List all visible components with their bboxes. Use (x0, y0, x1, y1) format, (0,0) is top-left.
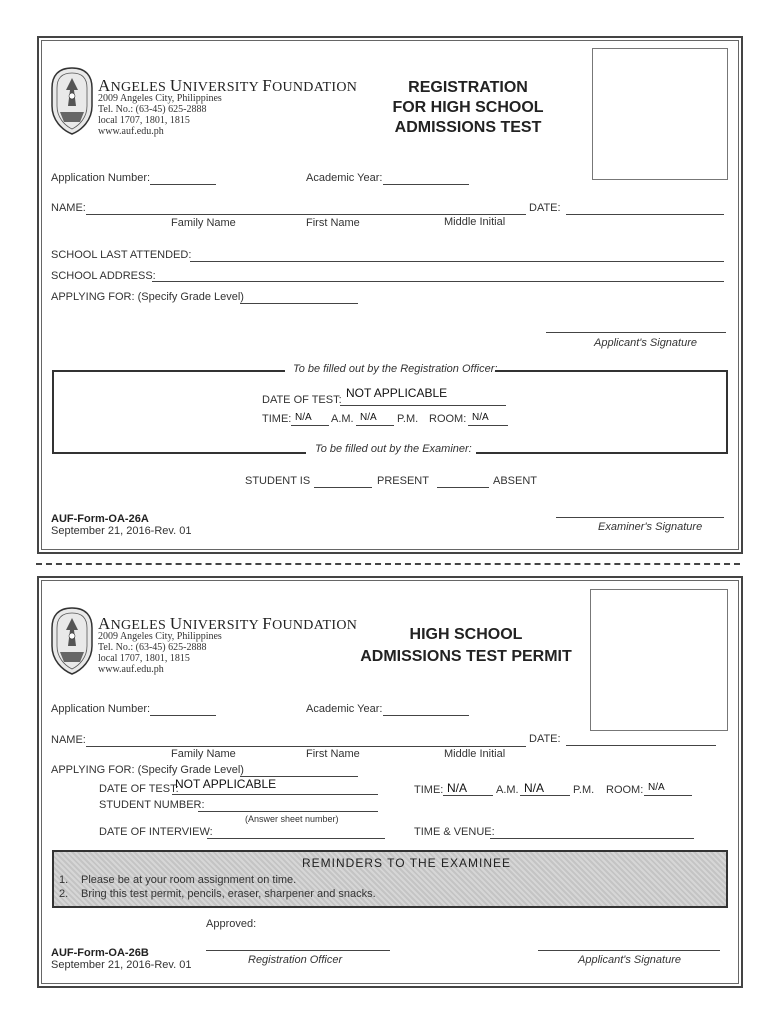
approved-label: Approved: (206, 918, 257, 930)
registration-officer-label: Registration Officer (248, 954, 343, 966)
name-label: NAME: (51, 734, 86, 746)
answer-sheet-caption: (Answer sheet number) (245, 814, 339, 824)
form-b-revision: September 21, 2016-Rev. 01 (51, 959, 192, 971)
university-address: 2009 Angeles City, Philippines Tel. No.: (63-45) 625-2888 local 1707, 1801, 1815 www.auf.edu.ph (98, 93, 222, 137)
name-field[interactable] (86, 214, 526, 215)
academic-year-label: Academic Year: (306, 172, 383, 184)
registration-officer-signature-line[interactable] (206, 950, 390, 951)
family-name-caption: Family Name (171, 748, 236, 760)
application-number-label: Application Number: (51, 703, 151, 715)
form-a-code: AUF-Form-OA-26A (51, 513, 149, 525)
applying-for-field[interactable] (240, 303, 358, 304)
am-label: A.M. (496, 784, 519, 796)
time-label: TIME: (414, 784, 444, 796)
absent-field[interactable] (437, 487, 489, 488)
date-label: DATE: (529, 733, 561, 745)
university-name: ANGELES UNIVERSITY FOUNDATION (98, 76, 358, 95)
time-label: TIME: (262, 413, 292, 425)
university-name: ANGELES UNIVERSITY FOUNDATION (98, 614, 358, 633)
academic-year-field[interactable] (383, 715, 469, 716)
time-pm-line (356, 425, 394, 426)
date-of-test-value[interactable]: NOT APPLICABLE (346, 386, 448, 400)
photo-box[interactable] (590, 589, 728, 731)
reminder-2-number: 2. (59, 888, 69, 900)
time-am-line (291, 425, 329, 426)
present-field[interactable] (314, 487, 372, 488)
applicant-signature-line[interactable] (546, 332, 726, 333)
time-am-value[interactable]: N/A (295, 412, 312, 423)
school-address-field[interactable] (152, 281, 724, 282)
date-of-test-label: DATE OF TEST: (99, 783, 179, 795)
applying-for-label: APPLYING FOR: (Specify Grade Level) (51, 291, 244, 303)
examiner-signature-label: Examiner's Signature (598, 521, 703, 533)
registration-officer-note: To be filled out by the Registration Officer: (293, 363, 498, 375)
applying-for-label: APPLYING FOR: (Specify Grade Level) (51, 764, 244, 776)
school-last-attended-field[interactable] (190, 261, 724, 262)
academic-year-label: Academic Year: (306, 703, 383, 715)
university-address: 2009 Angeles City, Philippines Tel. No.: (63-45) 625-2888 local 1707, 1801, 1815 www.auf.edu.ph (98, 631, 222, 675)
room-label: ROOM: (606, 784, 644, 796)
room-label: ROOM: (429, 413, 467, 425)
form-a-revision: September 21, 2016-Rev. 01 (51, 525, 192, 537)
form-b-title: HIGH SCHOOL ADMISSIONS TEST PERMIT (360, 626, 572, 665)
pm-label: P.M. (573, 784, 595, 796)
date-of-test-value[interactable]: NOT APPLICABLE (175, 777, 277, 791)
reminder-1: Please be at your room assignment on time. (81, 874, 297, 886)
reminders-title: REMINDERS TO THE EXAMINEE (302, 856, 512, 870)
application-number-field[interactable] (150, 184, 216, 185)
application-number-field[interactable] (150, 715, 216, 716)
date-of-interview-field[interactable] (207, 838, 385, 839)
examiner-note: To be filled out by the Examiner: (315, 443, 472, 455)
photo-box[interactable] (592, 48, 728, 180)
room-value[interactable]: N/A (648, 782, 665, 793)
student-number-field[interactable] (198, 811, 378, 812)
academic-year-field[interactable] (383, 184, 469, 185)
university-seal-icon (50, 606, 94, 676)
date-field[interactable] (566, 745, 716, 746)
application-number-label: Application Number: (51, 172, 151, 184)
time-venue-field[interactable] (490, 838, 694, 839)
time-am-line (443, 795, 493, 796)
cut-line (36, 563, 740, 565)
applicant-signature-label: Applicant's Signature (578, 954, 681, 966)
reminder-2: Bring this test permit, pencils, eraser, sharpener and snacks. (81, 888, 376, 900)
pm-label: P.M. (397, 413, 419, 425)
name-label: NAME: (51, 202, 86, 214)
time-pm-value[interactable]: N/A (360, 412, 377, 423)
reminder-1-number: 1. (59, 874, 69, 886)
student-is-label: STUDENT IS (245, 475, 311, 487)
first-name-caption: First Name (306, 748, 360, 760)
absent-label: ABSENT (493, 475, 538, 487)
present-label: PRESENT (377, 475, 429, 487)
form-a-title: REGISTRATION FOR HIGH SCHOOL ADMISSIONS TEST (392, 79, 544, 136)
middle-initial-caption: Middle Initial (444, 748, 506, 760)
family-name-caption: Family Name (171, 217, 236, 229)
am-label: A.M. (331, 413, 354, 425)
date-of-test-line (340, 405, 506, 406)
date-of-test-label: DATE OF TEST: (262, 394, 342, 406)
time-pm-value[interactable]: N/A (524, 781, 545, 795)
university-seal-icon (50, 66, 94, 136)
name-field[interactable] (86, 746, 526, 747)
date-of-test-line (172, 794, 378, 795)
student-number-label: STUDENT NUMBER: (99, 799, 205, 811)
applicant-signature-line[interactable] (538, 950, 720, 951)
date-label: DATE: (529, 202, 561, 214)
room-line (468, 425, 508, 426)
first-name-caption: First Name (306, 217, 360, 229)
date-of-interview-label: DATE OF INTERVIEW: (99, 826, 213, 838)
room-line (644, 795, 692, 796)
time-am-value[interactable]: N/A (447, 781, 468, 795)
school-last-attended-label: SCHOOL LAST ATTENDED: (51, 249, 192, 261)
time-pm-line (520, 795, 570, 796)
middle-initial-caption: Middle Initial (444, 216, 506, 228)
date-field[interactable] (566, 214, 724, 215)
room-value[interactable]: N/A (472, 412, 489, 423)
applicant-signature-label: Applicant's Signature (594, 337, 697, 349)
form-b-code: AUF-Form-OA-26B (51, 947, 149, 959)
examiner-signature-line[interactable] (556, 517, 724, 518)
school-address-label: SCHOOL ADDRESS: (51, 270, 156, 282)
time-venue-label: TIME & VENUE: (414, 826, 495, 838)
